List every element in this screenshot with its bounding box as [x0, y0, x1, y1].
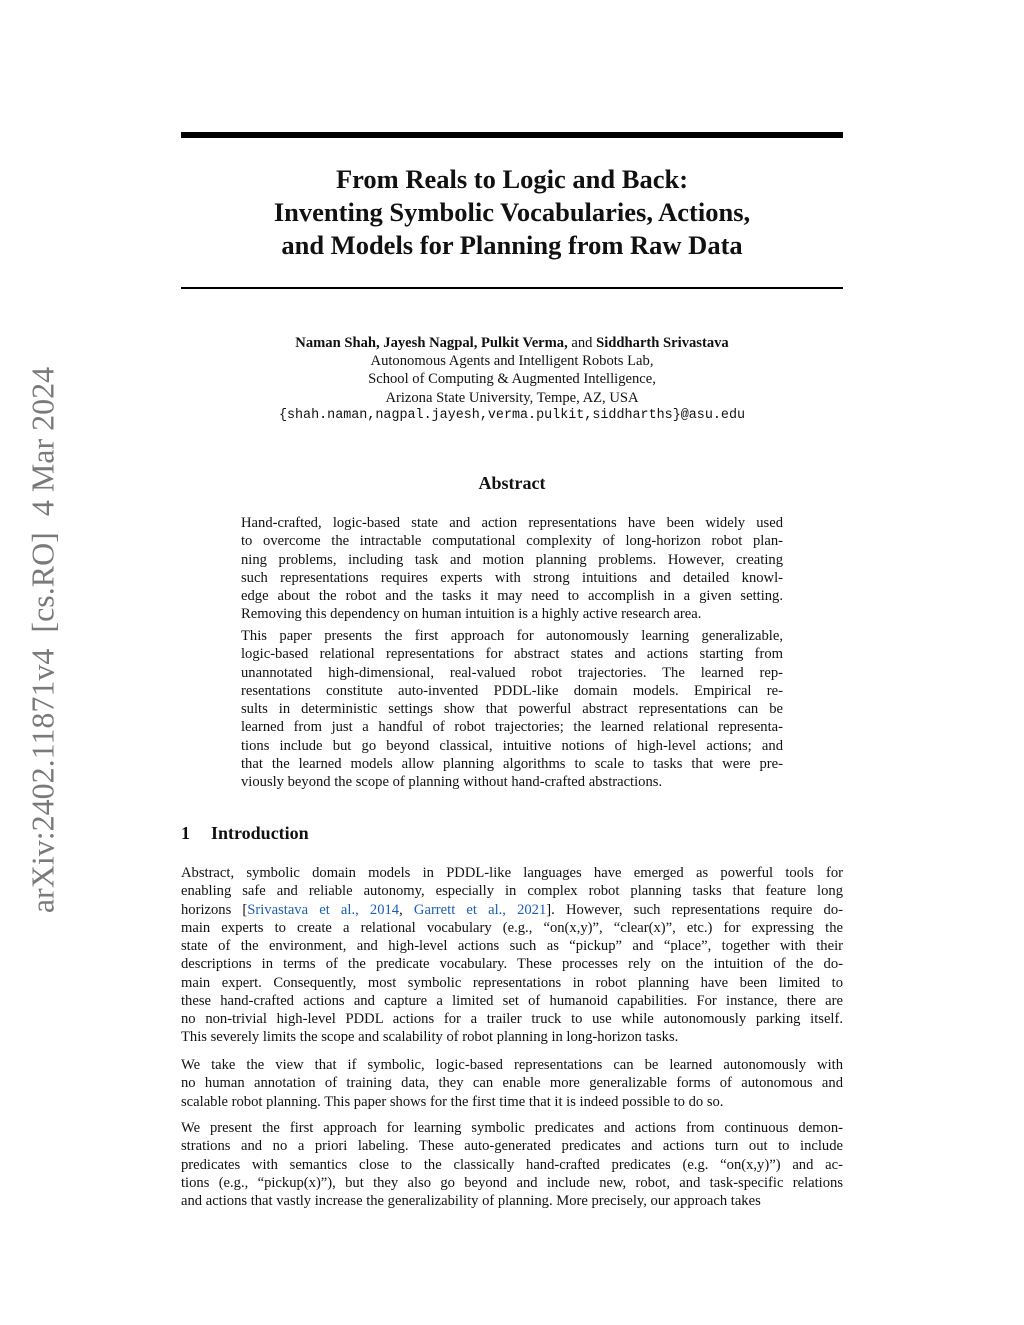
arxiv-stamp: arXiv:2402.11871v4 [cs.RO] 4 Mar 2024 — [24, 366, 61, 914]
text-line — [181, 901, 843, 919]
text-line: no non-trivial high-level PDDL actions for a trailer truck to use while autonomously parking itself. — [181, 1011, 843, 1027]
title-bottom-rule — [181, 287, 843, 289]
author-emails: {shah.naman,nagpal.jayesh,verma.pulkit,siddharths}@asu.edu — [278, 407, 746, 423]
affiliation-line: Autonomous Agents and Intelligent Robots Lab, — [370, 353, 654, 370]
paper-title — [181, 163, 843, 262]
text-line: and actions that vastly increase the generalizability of planning. More precisely, our approach takes — [181, 1193, 761, 1209]
text-line: these hand-crafted actions and capture a limited set of humanoid capabilities. For instance, there are — [181, 992, 843, 1009]
text-line: no human annotation of training data, they can enable more generalizable forms of autonomous and — [181, 1075, 843, 1092]
author-names: Naman Shah, Jayesh Nagpal, Pulkit Verma, and Siddharth Srivastava — [295, 335, 729, 351]
text-line: strations and no a priori labeling. These auto-generated predicates and actions turn out to include — [181, 1138, 843, 1155]
abstract-heading: Abstract — [478, 473, 546, 493]
title-top-rule — [181, 132, 843, 138]
text-line: tions include but go beyond classical, intuitive notions of high-level actions; and — [241, 737, 783, 754]
abstract-paragraph-1 — [241, 514, 783, 624]
citation-link[interactable]: Srivastava et al., 2014 — [247, 901, 400, 918]
text-line: such representations requires experts with strong intuitions and detailed knowl- — [241, 569, 783, 586]
text-segment: ]. However, such representations require do- — [546, 901, 843, 918]
text-line: state of the environment, and high-level actions such as “pickup” and “place”, together with their — [181, 938, 843, 954]
intro-paragraph-2 — [181, 1056, 843, 1111]
section-heading-introduction: 1 Introduction — [181, 823, 309, 843]
affiliation-line: Arizona State University, Tempe, AZ, USA — [385, 389, 639, 406]
intro-paragraph-3 — [181, 1119, 843, 1210]
text-line: logic-based relational representations for abstract states and actions starting from — [241, 646, 783, 663]
text-line: Removing this dependency on human intuition is a highly active research area. — [241, 606, 702, 623]
abstract-paragraph-2 — [241, 627, 783, 791]
title-line: Inventing Symbolic Vocabularies, Actions, — [273, 197, 751, 227]
text-line: We present the first approach for learning symbolic predicates and actions from continuous demon- — [181, 1120, 843, 1136]
text-line: resentations constitute auto-invented PDDL-like domain models. Empirical re- — [241, 682, 783, 699]
text-line: ning problems, including task and motion planning problems. However, creating — [241, 551, 783, 568]
text-line: predicates with semantics close to the classically hand-crafted predicates (e.g. “on(x,y)”) and ac- — [181, 1156, 843, 1173]
text-line: edge about the robot and the tasks it may need to accomplish in a given setting. — [241, 588, 783, 604]
text-line: scalable robot planning. This paper shows for the first time that it is indeed possible to do so. — [181, 1093, 724, 1110]
text-line: main experts to create a relational vocabulary (e.g., “on(x,y)”, “clear(x)”, etc.) for expressing the — [181, 919, 843, 936]
affiliation-line: School of Computing & Augmented Intelligence, — [368, 371, 656, 388]
citation-link[interactable]: Garrett et al., 2021 — [413, 901, 547, 918]
text-line: This severely limits the scope and scalability of robot planning in long-horizon tasks. — [181, 1029, 679, 1046]
intro-paragraph-1 — [181, 864, 843, 1047]
text-line: We take the view that if symbolic, logic-based representations can be learned autonomously with — [181, 1057, 843, 1073]
text-segment: , — [399, 901, 414, 918]
text-line: Abstract, symbolic domain models in PDDL-like languages have emerged as powerful tools for — [181, 865, 843, 881]
text-line: learned from just a handful of robot trajectories; the learned relational representa- — [241, 719, 783, 736]
author-block — [181, 334, 843, 425]
text-line: This paper presents the first approach for autonomously learning generalizable, — [241, 628, 783, 644]
text-line: that the learned models allow planning algorithms to scale to tasks that were pre- — [241, 755, 783, 772]
text-segment: horizons [ — [181, 901, 248, 918]
text-line: tions (e.g., “pickup(x)”), but they also go beyond and include new, robot, and task-specific relations — [181, 1174, 843, 1191]
text-line: main expert. Consequently, most symbolic representations in robot planning have been limited to — [181, 974, 843, 991]
text-line: descriptions in terms of the predicate vocabulary. These processes rely on the intuition of the do- — [181, 956, 843, 973]
text-line: Hand-crafted, logic-based state and action representations have been widely used — [241, 515, 783, 531]
text-line: unannotated high-dimensional, real-valued robot trajectories. The learned rep- — [241, 664, 783, 681]
text-line: sults in deterministic settings show that powerful abstract representations can be — [241, 701, 783, 717]
title-line: From Reals to Logic and Back: — [335, 164, 689, 194]
title-line: and Models for Planning from Raw Data — [281, 230, 743, 260]
text-line: enabling safe and reliable autonomy, especially in complex robot planning tasks that feature long — [181, 883, 843, 900]
text-line: to overcome the intractable computational complexity of long-horizon robot plan- — [241, 533, 783, 550]
text-line: viously beyond the scope of planning without hand-crafted abstractions. — [241, 774, 663, 790]
